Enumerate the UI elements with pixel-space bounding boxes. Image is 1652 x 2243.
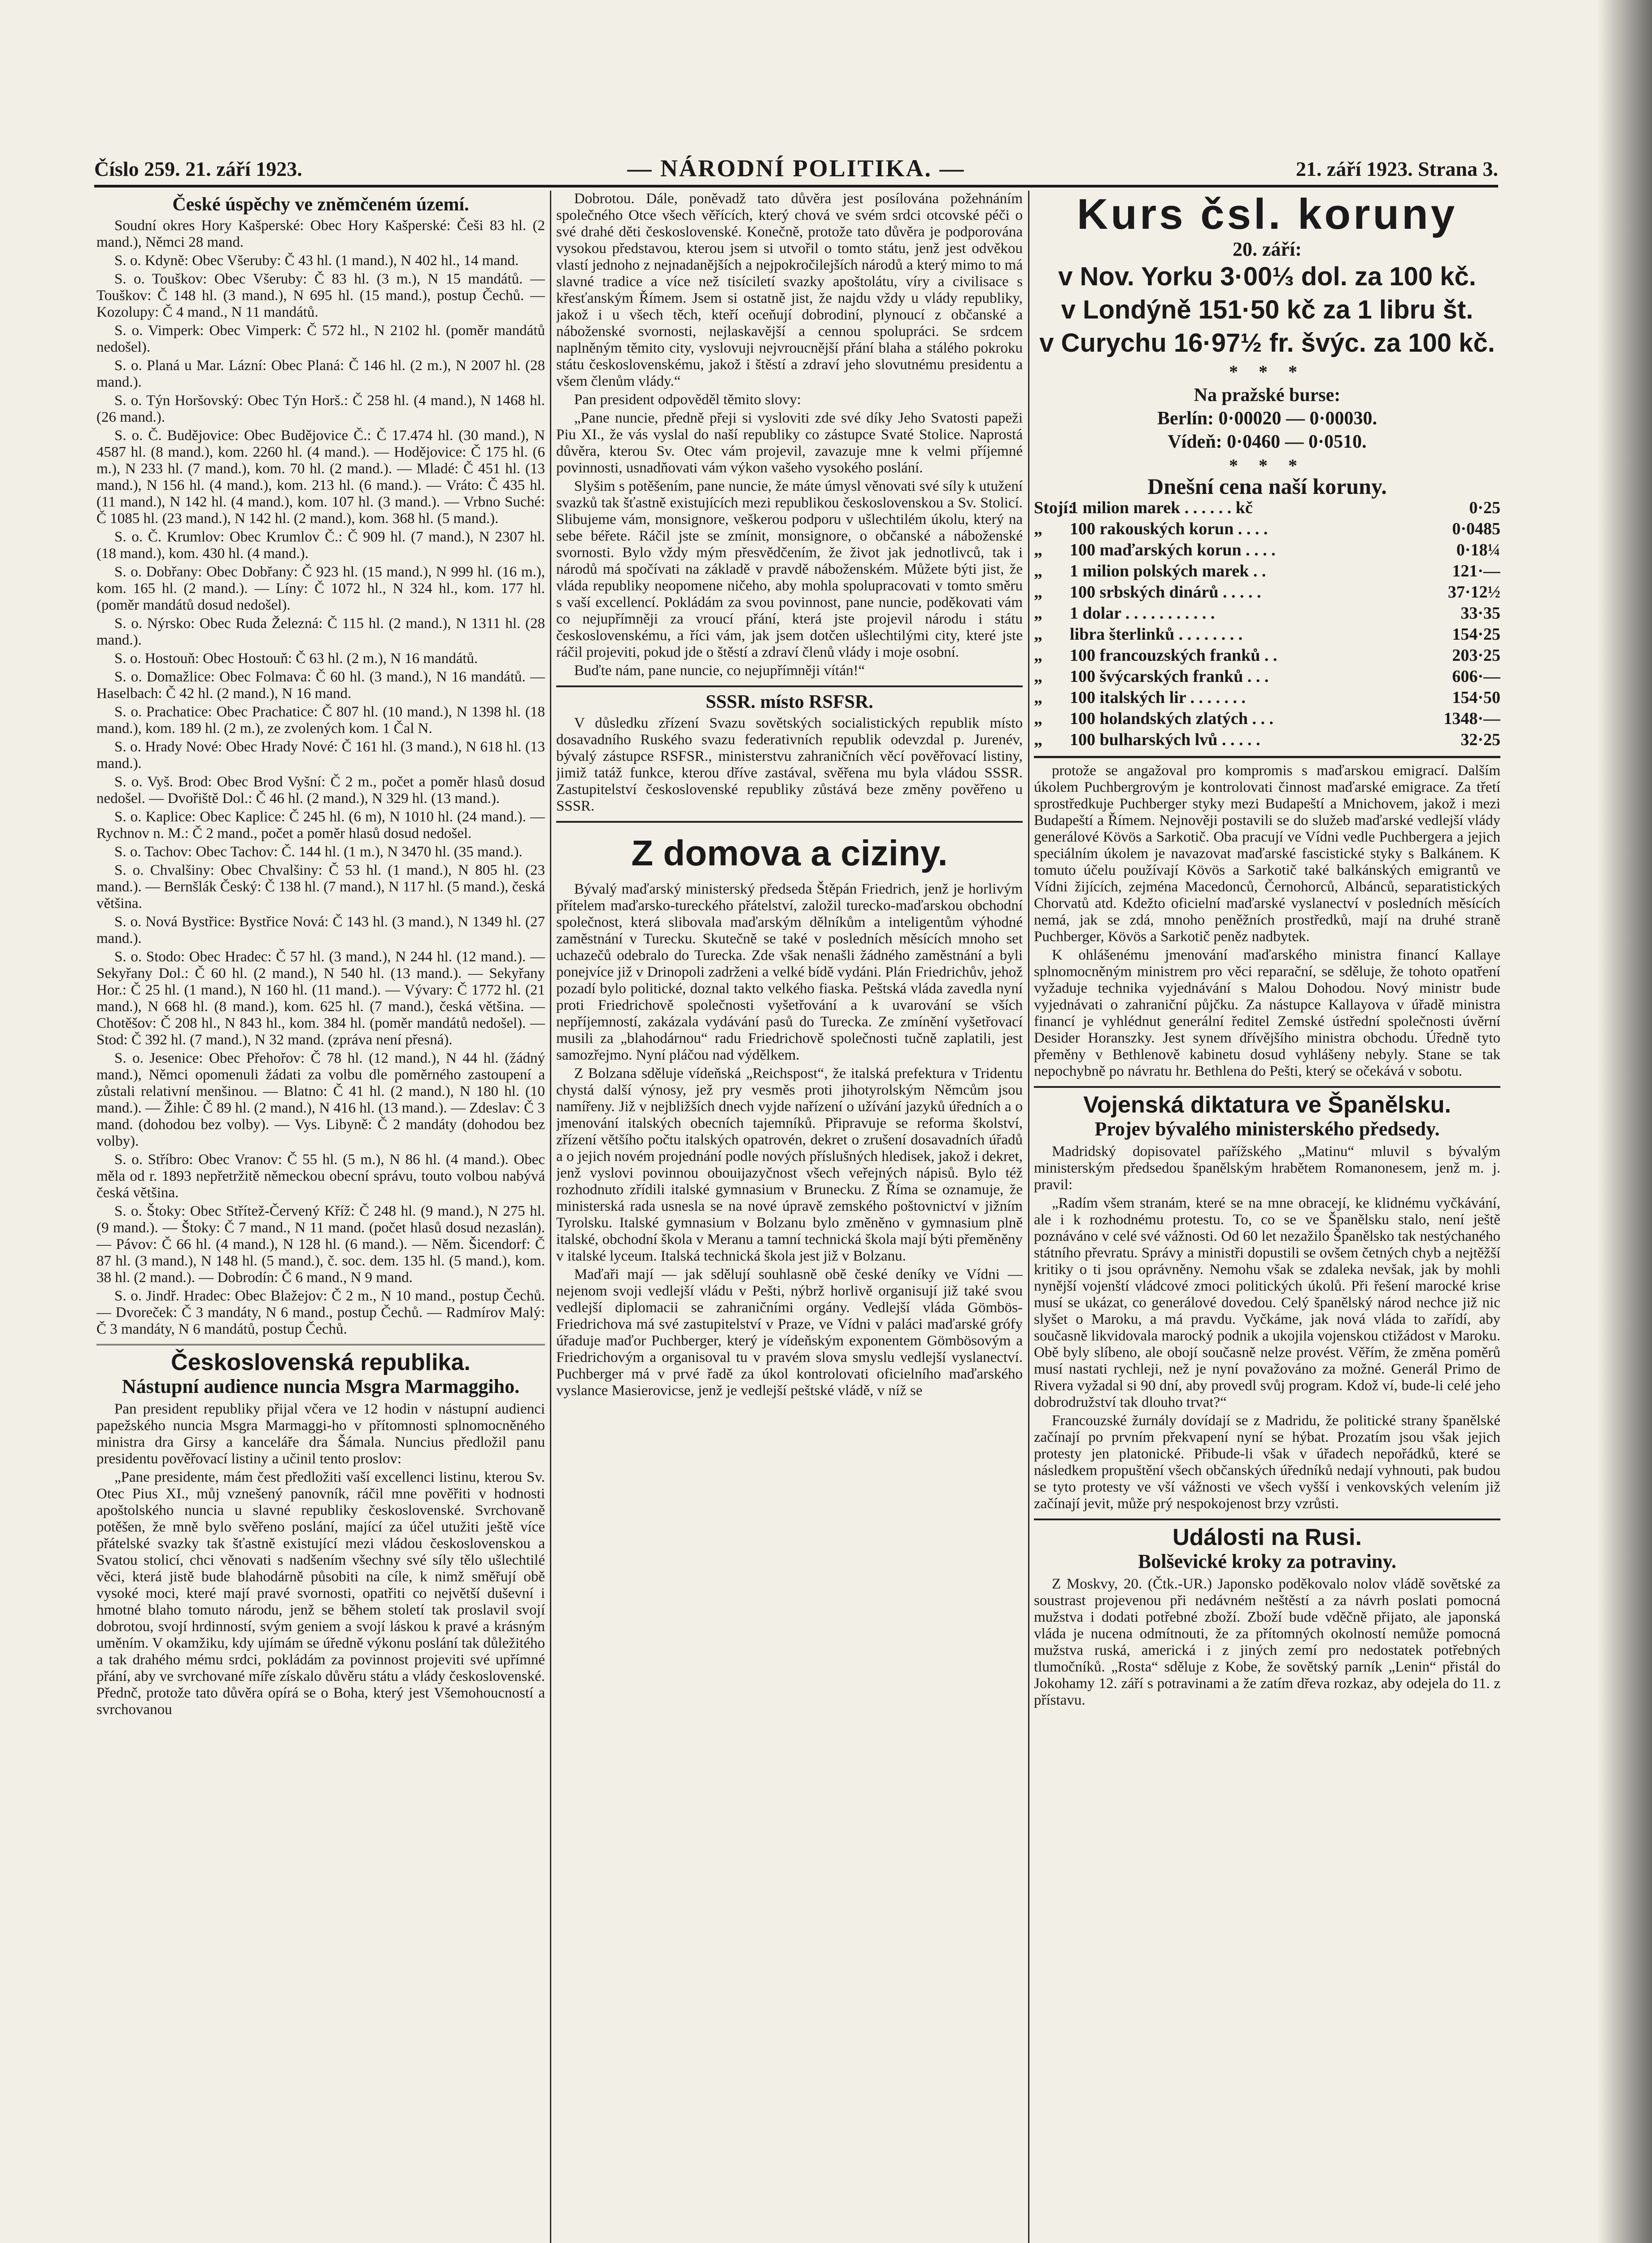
divider bbox=[556, 685, 1023, 687]
price-row-prefix: „ bbox=[1034, 646, 1042, 665]
currency-price: 606·— bbox=[1452, 667, 1500, 686]
paragraph: Dobrotou. Dále, poněvadž tato důvěra jest posílována požehnáním společného Otce všech věřících, který chová ve svém srdci otcovské péči o své drahé děti československé. Konečně, protože tato důvěra je podporována vysokou představou, kterou jsem si utvořil o tomto státu, jenž jest odvěkou vlastí jednoho z nejnadanějších a nejpokročilejších národů a který mimo to má slavné tradice a více než tisíciletí svazky apoštolátu, víry a civilisace s křesťanským Římem. Jsem si ostatně jist, že najdu vždy u vlády republiky, jakož i u všech těch, kteří oceňují dobrodiní, plynoucí z občanské a náboženské svornosti, nejlaskavější a cennou spolupráci. Se srdcem naplněným těmito city, vyslovuji nejvroucnější přání blaha a stálého pokroku státu československému, jakož i štěstí a zdraví jeho slovutnému presidentu a všem členům vlády.“ bbox=[556, 191, 1023, 389]
burse-line: Berlín: 0·00020 — 0·00030. bbox=[1157, 408, 1377, 429]
rate-line: v Nov. Yorku 3·00⅓ dol. za 100 kč. bbox=[1058, 262, 1476, 291]
price-table bbox=[1034, 497, 1500, 751]
price-row bbox=[1034, 666, 1500, 687]
paragraph: K ohlášenému jmenování maďarského ministra financí Kallaye splnomocněným ministrem pro věci reparační, se sděluje, že tohoto opatření vyžaduje technika vyjednávání s Malou Dohodou. Nový ministr bude vyjednávati o zahraniční půjčku. Za nástupce Kallayova v úřadě ministra financí je vyhlédnut generální ředitel Zemské ústřední společnosti úvěrní Desider Horanszky. Jest synem dřívějšího ministra obchodu. Úředně tyto přeměny v Bethlenově kabinetu dosud vyhlášeny nebyly. Stane se tak nepochybně po návratu hr. Bethlena do Pešti, který se očekává v sobotu. bbox=[1034, 947, 1500, 1079]
newspaper-title: — NÁRODNÍ POLITIKA. — bbox=[627, 155, 965, 182]
divider bbox=[96, 1344, 545, 1345]
article-body bbox=[556, 715, 1023, 815]
currency-price: 154·50 bbox=[1452, 688, 1500, 707]
column-3 bbox=[1034, 191, 1500, 2243]
currency-box bbox=[1034, 191, 1500, 758]
burse-line: Vídeň: 0·0460 — 0·0510. bbox=[1168, 431, 1367, 452]
price-row bbox=[1034, 540, 1500, 561]
currency-price: 203·25 bbox=[1452, 646, 1500, 665]
paragraph: S. o. Nýrsko: Obec Ruda Železná: Č 115 hl. (2 mand.), N 1311 hl. (28 mand.). bbox=[96, 615, 545, 649]
paragraph: S. o. Vyš. Brod: Obec Brod Vyšní: Č 2 m., počet a poměr hlasů dosud nedošel. — Dvořiště Dol.: Č 46 hl. (2 mand.), N 329 hl. (13 mand.). bbox=[96, 774, 545, 807]
article-title: Vojenská diktatura ve Španělsku. bbox=[1083, 1091, 1451, 1118]
article-body bbox=[1034, 1143, 1500, 1512]
paragraph: Maďaři mají — jak sdělují souhlasně obě české deníky ve Vídni — nejenom svoji vedlejší vládu v Pešti, nýbrž horlivě organisují již také svou vedlejší diplomacii se zahraničními orgány. Vedlejší vláda Gömbös-Friedrichova má své zastupitelství v Praze, ve Vídni v paláci maďarské grófy úřaduje maďor Puchberger, který je vídeňským exponentem Gömbösovým a Friedrichovým a organisoval tu v pravém slova smyslu vedlejší vyslanectví. Puchberger má v prvé řadě za úkol kontrolovati oficielního maďarského vyslance Masierovicse, jenž je vedlejší peštské vládě, v níž se bbox=[556, 1266, 1023, 1399]
paragraph: S. o. Kaplice: Obec Kaplice: Č 245 hl. (6 m), N 1010 hl. (24 mand.). — Rychnov n. M.: Č 2 mand., počet a poměr hlasů dosud nedošel. bbox=[96, 809, 545, 842]
paragraph: S. o. Jesenice: Obec Přehořov: Č 78 hl. (12 mand.), N 44 hl. (žádný mand.), Němci opomenuli žádati za volbu dle poměrného zastoupení a zůstali relativní menšinou. — Blatno: Č 41 hl. (2 mand.), N 180 hl. (10 mand.). — Žihle: Č 89 hl. (2 mand.), N 416 hl. (13 mand.). — Zdeslav: Č 3 mand. (dohodou bez volby). — Vys. Libyně: Č 2 mandáty (dohodou bez volby). bbox=[96, 1050, 545, 1150]
paragraph: „Pane nuncie, předně přeji si vysloviti zde své díky Jeho Svatosti papeži Piu XI., že vás vyslal do naší republiky co zástupce Svaté Stolice. Naprostá důvěra, kterou Sv. Otec vám projevil, zavazuje mne k velmi příjemné povinnosti, usnadňovati vám výkon vašeho vysokého poslání. bbox=[556, 410, 1023, 476]
paragraph: S. o. Hostouň: Obec Hostouň: Č 63 hl. (2 m.), N 16 mandátů. bbox=[114, 650, 478, 667]
currency-price: 154·25 bbox=[1452, 624, 1500, 644]
price-table-title: Dnešní cena naší koruny. bbox=[1147, 473, 1387, 499]
paragraph: V důsledku zřízení Svazu sovětských socialistických republik místo dosavadního Ruského svazu federativních republik odevzdal p. Jurenév, bývalý zástupce RSFSR., ministerstvu zahraničních věcí pověřovací listiny, jimiž tatáž funkce, kterou dříve zastával, svěřena mu byla vládou SSSR. Zastupitelství československé republiky zůstává beze změny pověřeno u SSSR. bbox=[556, 715, 1023, 815]
paragraph: Pan president republiky přijal včera ve 12 hodin v nástupní audienci papežského nuncia Msgra Marmaggi-ho v přítomnosti splnomocněného ministra dra Girsy a kanceláře dra Šámala. Nuncius předložil panu presidentu pověřovací listiny a učinil tento proslov: bbox=[96, 1401, 545, 1467]
divider bbox=[1034, 1519, 1500, 1520]
rate-line: v Curychu 16·97½ fr. švýc. za 100 kč. bbox=[1039, 328, 1495, 358]
currency-price: 1348·— bbox=[1443, 709, 1500, 728]
currency-name: 1 dolar . . . . . . . . . . . bbox=[1070, 603, 1215, 623]
currency-date: 20. září: bbox=[1233, 238, 1302, 260]
article-body bbox=[556, 191, 1023, 679]
issue-number-date: Číslo 259. 21. září 1923. bbox=[94, 157, 302, 180]
currency-name: 100 francouzských franků . . bbox=[1070, 646, 1277, 665]
price-row-prefix: „ bbox=[1034, 624, 1042, 644]
article-body bbox=[96, 218, 545, 1338]
price-row-prefix: „ bbox=[1034, 709, 1042, 728]
paragraph: S. o. Chvalšiny: Obec Chvalšiny: Č 53 hl. (1 mand.), N 805 hl. (23 mand.). — Bernšlák Český: Č 138 hl. (7 mand.), N 117 hl. (5 mand.), česká většina. bbox=[96, 862, 545, 912]
price-row-prefix: „ bbox=[1034, 688, 1042, 707]
paragraph: S. o. Stodo: Obec Hradec: Č 57 hl. (3 mand.), N 244 hl. (12 mand.). — Sekyřany Dol.: Č 60 hl. (2 mand.), N 540 hl. (13 mand.). — Sekyřany Hor.: Č 25 hl. (1 mand.), N 160 hl. (11 mand.). — Vývary: Č 1772 hl. (21 mand.), N 668 hl. (8 mand.), kom. 625 hl. (7 mand.), česká většina. — Chotěšov: Č 208 hl., N 843 hl., kom. 384 hl. (poměr mandátů nedošel). — Stod: Č 392 hl. (7 mand.), N 32 mand. (zpráva není přesná). bbox=[96, 949, 545, 1048]
article-body bbox=[556, 881, 1023, 1399]
currency-name: 100 bulharských lvů . . . . . bbox=[1070, 730, 1260, 749]
article-body bbox=[1034, 1576, 1500, 1709]
currency-name: 100 maďarských korun . . . . bbox=[1070, 540, 1276, 559]
paragraph: S. o. Hrady Nové: Obec Hrady Nové: Č 161 hl. (3 mand.), N 618 hl. (13 mand.). bbox=[96, 739, 545, 772]
article-title: České úspěchy ve zněmčeném území. bbox=[172, 194, 469, 215]
paragraph: S. o. Prachatice: Obec Prachatice: Č 807 hl. (10 mand.), N 1398 hl. (18 mand.), kom. 189 hl. (2 m.), ze zvolených kom. 1 Čal N. bbox=[96, 704, 545, 737]
article-subtitle: Bolševické kroky za potraviny. bbox=[1138, 1550, 1397, 1572]
rate-line: v Londýně 151·50 kč za 1 libru št. bbox=[1061, 295, 1473, 324]
currency-price: 0·18¼ bbox=[1456, 540, 1500, 559]
article-body bbox=[1034, 763, 1500, 1080]
page-date-number: 21. září 1923. Strana 3. bbox=[1295, 157, 1498, 180]
currency-price: 37·12½ bbox=[1447, 582, 1500, 602]
currency-title: Kurs čsl. koruny bbox=[1077, 191, 1458, 238]
price-row bbox=[1034, 729, 1500, 751]
currency-name: 100 holandských zlatých . . . bbox=[1070, 709, 1273, 728]
paragraph: Bývalý maďarský ministerský předseda Štěpán Friedrich, jenž je horlivým přítelem maďarsko-tureckého přátelství, založil turecko-maďarskou obchodní společnost, která slibovala maďarským dělníkům a inteligentům výhodné zaměstnání v Turecku. Skutečně se také v posledních měsících mnoho set uchazečů odebralo do Turecka. Zde však nenašli žádného zaměstnání a byli ponejvíce již v Drinopoli zadrženi a velké bídě vydáni. Plán Friedrichův, jehož pozadí bylo politické, doznal takto velkého fiaska. Peštská vláda zavedla nyní proti Friedrichově společnosti vyšetřování a k uvarování se vších nepříjemností, zakázala vydávání pasů do Turecka. Ze zmínění vyšetřovací musili za „blahodárnou“ radu Friedrichově společnosti tučně zaplatili, jest samozřejmo. Nyní pláčou nad výdělkem. bbox=[556, 881, 1023, 1064]
paragraph: Buďte nám, pane nuncie, co nejupřímněji vítán!“ bbox=[574, 663, 865, 679]
currency-name: libra šterlinků . . . . . . . . bbox=[1070, 624, 1243, 644]
currency-name: 100 rakouských korun . . . . bbox=[1070, 519, 1268, 538]
paragraph: S. o. Domažlice: Obec Folmava: Č 60 hl. (3 mand.), N 16 mandátů. — Haselbach: Č 42 hl. (2 mand.), N 16 mand. bbox=[96, 669, 545, 702]
currency-name: 100 italských lir . . . . . . . bbox=[1070, 688, 1246, 707]
article-body bbox=[96, 1401, 545, 1718]
price-row-prefix: „ bbox=[1034, 730, 1042, 749]
price-row bbox=[1034, 603, 1500, 624]
currency-name: 1 milion polských marek . . bbox=[1070, 561, 1266, 580]
currency-price: 33·35 bbox=[1460, 603, 1500, 623]
article-title: SSSR. místo RSFSR. bbox=[706, 692, 873, 712]
price-row bbox=[1034, 708, 1500, 729]
paragraph: S. o. Tachov: Obec Tachov: Č. 144 hl. (1 m.), N 3470 hl. (35 mand.). bbox=[114, 844, 523, 860]
price-row-prefix: „ bbox=[1034, 582, 1042, 602]
column-divider bbox=[1028, 191, 1029, 2243]
divider bbox=[556, 821, 1023, 823]
column-divider bbox=[550, 191, 551, 2243]
paragraph: S. o. Týn Horšovský: Obec Týn Horš.: Č 258 hl. (4 mand.), N 1468 hl. (26 mand.). bbox=[96, 393, 545, 426]
price-row bbox=[1034, 519, 1500, 540]
page-header bbox=[94, 148, 1498, 184]
paragraph: Francouzské žurnály dovídají se z Madridu, že politické strany španělské začínají po prvním překvapení nyní se hýbat. Prozatím jsou však jejich protesty jen platonické. Přibude-li však v úřadech nepořádků, které se následkem propuštění všech občanských úředníků nedají vyhnouti, pak budou se tyto protesty ve vší vážnosti ve všech vyšší i venkovských velením již začínají jevit, může prý nespokojenost brzy vzrůsti. bbox=[1034, 1412, 1500, 1512]
price-row-prefix: Stojí: bbox=[1034, 498, 1074, 517]
price-row bbox=[1034, 561, 1500, 582]
divider bbox=[1034, 1086, 1500, 1088]
burse-title: Na pražské burse: bbox=[1194, 384, 1341, 406]
paragraph: S. o. Nová Bystřice: Bystřice Nová: Č 143 hl. (3 mand.), N 1349 hl. (27 mand.). bbox=[96, 914, 545, 947]
paragraph: S. o. Touškov: Obec Všeruby: Č 83 hl. (3 m.), N 15 mandátů. — Touškov: Č 148 hl. (3 mand.), N 695 hl. (15 mand.), postup Čechů. — Kozolupy: Č 4 mand., N 11 mandátů. bbox=[96, 271, 545, 321]
paragraph: S. o. Štoky: Obec Střítež-Červený Kříž: Č 248 hl. (9 mand.), N 275 hl. (9 mand.). — Štoky: Č 7 mand., N 11 mand. (počet hlasů dosud nezaslán). — Pávov: Č 66 hl. (4 mand.), N 128 hl. (6 mand.). — Něm. Šicendorf: Č 87 hl. (3 mand.), N 148 hl. (5 mand.), č. soc. dem. 135 hl. (5 mand.), kom. 38 hl. (2 mand.). — Dobrodín: Č 6 mand., N 9 mand. bbox=[96, 1203, 545, 1286]
paragraph: S. o. Vimperk: Obec Vimperk: Č 572 hl., N 2102 hl. (poměr mandátů nedošel). bbox=[96, 323, 545, 356]
section-title: Z domova a ciziny. bbox=[631, 833, 948, 873]
paragraph: S. o. Stříbro: Obec Vranov: Č 55 hl. (5 m.), N 86 hl. (4 mand.). Obec měla od r. 1893 nepřetržitě německou obecní správu, touto volbou nabývá česká většina. bbox=[96, 1152, 545, 1201]
stars-divider: * * * bbox=[1229, 455, 1305, 476]
article-title: Československá republika. bbox=[171, 1349, 471, 1376]
price-row-prefix: „ bbox=[1034, 540, 1042, 559]
paragraph: S. o. Č. Krumlov: Obec Krumlov Č.: Č 909 hl. (7 mand.), N 2307 hl. (18 mand.), kom. 430 hl. (4 mand.). bbox=[96, 529, 545, 562]
paragraph: protože se angažoval pro kompromis s maďarskou emigrací. Dalším úkolem Puchbergrovým je kontrolovati činnost maďarské emigrace. Za třetí sprostředkuje Puchberger styky mezi Budapeští a Mnichovem, jakož i mezi Budapeští a Římem. Nejnověji postavili se do služeb maďarské vedlejší vlády generálové Kövös a Sarkotič. Oba pracují ve Vídni vedle Puchbergera a jejich speciálním úkolem je navazovat maďarské fascistické styky s Balkánem. K tomuto účelu používají Kövös a Sarkotič také balkánských emigrantů ve Vídni žijících, zejména Macedonců, Černohorců, Albánců, separatistických Chorvatů atd. Kdežto oficielní maďarské vyslanectví v posledních měsících nemá, jak se zdá, mnoho peněžních prostředků, mají na druhé straně Puchberger, Kövös a Sarkotič peněz nadbytek. bbox=[1034, 762, 1500, 945]
article-title: Události na Rusi. bbox=[1173, 1524, 1362, 1550]
currency-price: 0·0485 bbox=[1452, 519, 1500, 538]
article-subtitle: Projev bývalého ministerského předsedy. bbox=[1094, 1117, 1440, 1140]
paragraph: „Radím všem stranám, které se na mne obracejí, ke klidnému vyčkávání, ale i k rozhodnému protestu. To, co se ve Španělsku stalo, není ještě poznáváno v celé své vážnosti. Od 60 let nezažilo Španělsko tak nestýchaného státního převratu. Správy a ministři dopustili se ovšem četných chyb a nejtěžší kritiky o ti jsou oprávněny. Nemohu však se zdaleka nevšak, jak by mohli nynější vojenští vládcové zmoci politických úkolů. Při řešení marocké krise musí se ukázat, co generálové dovedou. Celý španělský národ nechce již nic slyšet o Maroku, a má pravdu. Vyčkáme, jak nová vláda to zařídí, aby současně likvidovala marocký podnik a ukojila vojenskou ctižádost v Maroku. Obě byly slíbeno, ale obojí současně nelze provést. Věřím, že změna poměrů musí nastati rychleji, než je nyní považováno za možné. Generál Primo de Rivera vyžadal si 90 dní, aby provedl svůj program. Kdož ví, bude-li celé jeho dobrodružství tak dlouho trvat?“ bbox=[1034, 1195, 1500, 1410]
price-row bbox=[1034, 582, 1500, 603]
paragraph: Z Moskvy, 20. (Čtk.-UR.) Japonsko poděkovalo nolov vládě sovětské za soustrast projevenou při nedávném neštěstí a za návrh poslati pomocná mužstva i dodati potřebné zboží. Zboží bude vděčně přijato, ale japonská vláda je nucena odmítnouti, že za přítomných okolností nemůže pomocná mužstva ruská, americká i z jiných zemí pro nedostatek potřebných tlumočníků. „Rosta“ sděluje z Kobe, že sovětský parník „Lenin“ přistál do Jokohamy 12. září s potravinami a že zatím dřeva rozkaz, aby odejela do 11. z přístavu. bbox=[1034, 1575, 1500, 1708]
paragraph: Soudní okres Hory Kašperské: Obec Hory Kašperské: Češi 83 hl. (2 mand.), Němci 28 mand. bbox=[96, 218, 545, 251]
paragraph: S. o. Dobřany: Obec Dobřany: Č 923 hl. (15 mand.), N 999 hl. (16 m.), kom. 165 hl. (2 mand.). — Líny: Č 1072 hl., N 324 hl., kom. 177 hl. (poměr mandátů dosud nedošel). bbox=[96, 564, 545, 614]
price-row-prefix: „ bbox=[1034, 561, 1042, 580]
paragraph: S. o. Planá u Mar. Lázní: Obec Planá: Č 146 hl. (2 m.), N 2007 hl. (28 mand.). bbox=[96, 358, 545, 391]
paragraph: S. o. Jindř. Hradec: Obec Blažejov: Č 2 m., N 10 mand., postup Čechů. — Dvoreček: Č 3 mandáty, N 6 mand., postup Čechů. — Radmírov Malý: Č 3 mandáty, N 6 mandátů, postup Čechů. bbox=[96, 1288, 545, 1338]
currency-price: 0·25 bbox=[1469, 498, 1500, 517]
paragraph: S. o. Kdyně: Obec Všeruby: Č 43 hl. (1 mand.), N 402 hl., 14 mand. bbox=[114, 253, 519, 269]
stars-divider: * * * bbox=[1229, 361, 1305, 382]
column-2 bbox=[556, 191, 1023, 2243]
paragraph: „Pane presidente, mám čest předložiti vaší excellenci listinu, kterou Sv. Otec Pius XI., můj vznešený panovník, ráčil mne pověřiti v hodnosti apoštolského nuncia u slavné republiky československé. Svrchovaně potěšen, že mně bylo svěřeno poslání, mající za účel utužiti ještě více přátelské svazky tak šťastně existující mezi vládou československou a Svatou stolicí, chci věnovati s nadšením všechny své síly tělo ušlechtilé věci, která jistě bude blahodárně působiti na cíle, k nimž směřují obě vysoké moci, které mají pravé svornosti, opatřiti co největší duševní i hmotné blaho tomuto národu, jenž se během století tak proslavil svojí dobrotou, svojí hrdinností, svým geniem a svojí láskou k pravé a krásným uměním. V okamžiku, kdy ujímám se úředně výkonu poslání tak důležitého a tak drahého mému srdci, pokládám za povinnost projeviti své upřímné přání, aby ve svrchované míře získalo důvěru státu a vlády československé. Přednč, protože tato důvěra opírá se o Boha, který jest Všemohoucností a svrchovanou bbox=[96, 1469, 545, 1718]
currency-name: 100 švýcarských franků . . . bbox=[1070, 667, 1269, 686]
currency-name: 100 srbských dinárů . . . . . bbox=[1070, 582, 1261, 602]
price-row-prefix: „ bbox=[1034, 519, 1042, 538]
column-1 bbox=[96, 191, 545, 2243]
paragraph: S. o. Č. Budějovice: Obec Budějovice Č.: Č 17.474 hl. (30 mand.), N 4587 hl. (8 mand.), kom. 2260 hl. (4 mand.). — Hodějovice: Č 175 hl. (6 m.), N 233 hl. (7 mand.), kom. 70 hl. (2 mand.). — Mladé: Č 451 hl. (13 mand.), N 156 hl. (4 mand.), kom. 213 hl. (6 mand.). — Vráto: Č 435 hl. (11 mand.), N 142 hl. (4 mand.), kom. 107 hl. (3 mand.). — Vrbno Suché: Č 1085 hl. (23 mand.), N 142 hl. (2 mand.), kom. 368 hl. (5 mand.). bbox=[96, 428, 545, 527]
paragraph: Z Bolzana sděluje vídeňská „Reichspost“, že italská prefektura v Tridentu chystá další výnosy, jež pry vesměs proti jihotyrolským Němcům jsou namířeny. Již v nejbližších dnech vyjde nařízení o užívání jazyků úředních a o jmenování italských obecních tajemníků. Připravuje se reforma školství, zřízení většího počtu italských opatrovén, dekret o zrušení dosavadních úřadů a o jejich novém projednání podle nových příslušných hledisek, jakož i dekret, jenž vyslovi povinnou obouijazyčnost všech veřejných nápisů. Bylo též rozhodnuto zřídili italské gymnasium v Brunecku. Z Říma se oznamuje, že ministerská rada usnesla se na nové úpravě zemského poštovnictví v jižním Tyrolsku. Italské gymnasium v Bolzanu bylo změněno v gymnasium plně italské, obchodní škola v Meranu a tamní technická škola mají býti přeměněny v italské lyceum. Italská technická škola jest již v Bolzanu. bbox=[556, 1065, 1023, 1265]
currency-price: 121·— bbox=[1452, 561, 1500, 580]
paragraph: Madridský dopisovatel pařížského „Matinu“ mluvil s bývalým ministerským předsedou španělským hrabětem Romanonesem, jenž m. j. pravil: bbox=[1034, 1143, 1500, 1193]
price-row-prefix: „ bbox=[1034, 667, 1042, 686]
currency-price: 32·25 bbox=[1460, 730, 1500, 749]
paragraph: Slyšim s potěšením, pane nuncie, že máte úmysl věnovati své síly k utužení svazků tak šťastně existujících mezi republikou československou a Sv. Stolicí. Slibujeme vám, monsignore, veškerou podporu v ušlechtilém úkolu, který na sebe béřete. Ráčil jste se zmínit, monsignore, o občanské a náboženské svornosti. Bylo vždy mým přesvědčením, že život jak jednotlivců, tak i národů má spočívati na základě v pravdě náboženském. Můžete býti jist, že vláda republiky neopomene ničeho, aby mohla spolupracovati v tomto směru s vaší excellencí. Pokládám za svou povinnost, pane nuncie, poděkovati vám co nejupřímněji za vroucí přání, která jste projevil národu i státu československému, a říci vám, jak jsem dotčen ušlechtilými city, které jste ráčil projeviti, pokud jde o štěstí a zdraví členů vlády i moje osobní. bbox=[556, 478, 1023, 660]
price-row-prefix: „ bbox=[1034, 603, 1042, 623]
page-edge-shadow bbox=[1597, 0, 1652, 2243]
paragraph: Pan president odpověděl těmito slovy: bbox=[574, 392, 801, 408]
header-rule bbox=[94, 185, 1498, 188]
price-row bbox=[1034, 687, 1500, 708]
price-row bbox=[1034, 645, 1500, 666]
article-subtitle: Nástupní audience nuncia Msgra Marmaggiho. bbox=[122, 1375, 520, 1398]
price-row bbox=[1034, 624, 1500, 645]
price-row bbox=[1034, 497, 1500, 519]
currency-name: 1 milion marek . . . . . . kč bbox=[1070, 498, 1253, 517]
